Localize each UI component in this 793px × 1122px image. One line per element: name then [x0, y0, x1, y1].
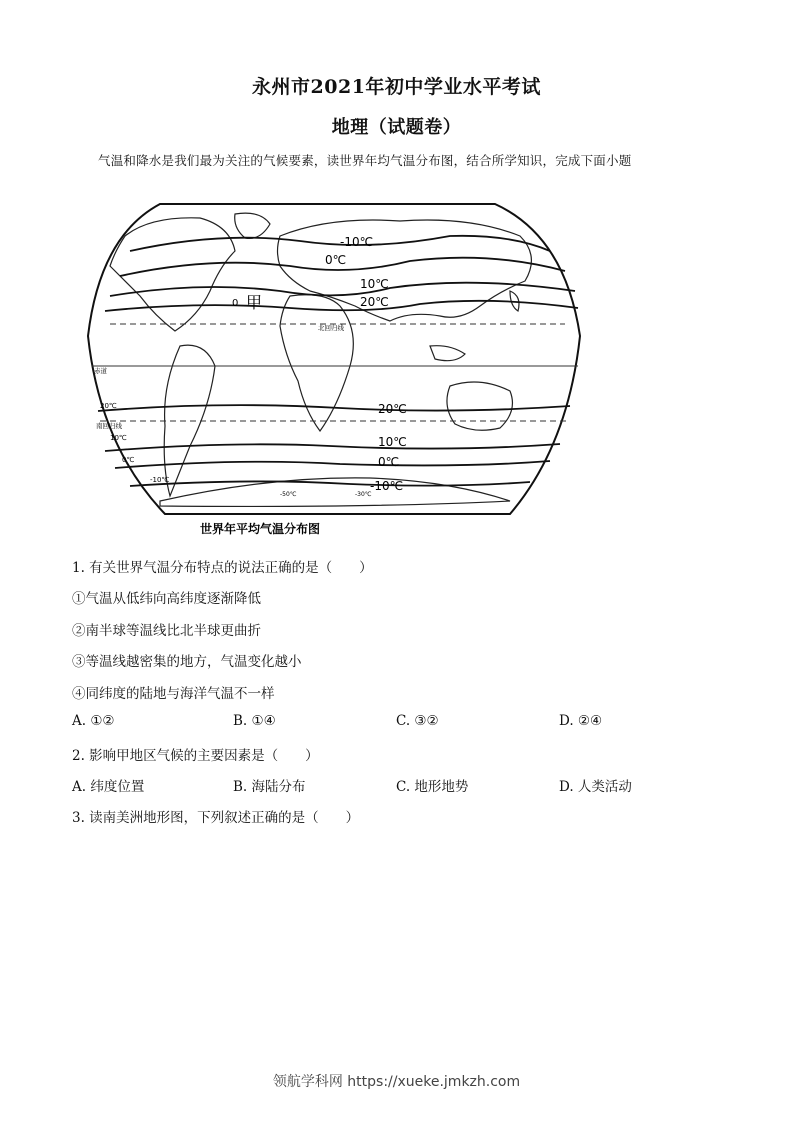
question-2-stem: 2. 影响甲地区气候的主要因素是（ ） [72, 748, 319, 764]
isotherm-label: 20℃ [360, 295, 389, 309]
isotherm-label: 0℃ [378, 455, 400, 469]
isotherm-label: -10℃ [370, 479, 404, 493]
isotherm-label: 10℃ [110, 434, 127, 442]
isotherm-label: 0 [232, 298, 239, 309]
latitude-label: 北回归线 [318, 324, 344, 332]
location-marker-jia: 甲 [246, 293, 263, 312]
question-1-stem: 1. 有关世界气温分布特点的说法正确的是（ ） [72, 560, 373, 576]
map-frame [88, 204, 580, 514]
question-3-stem: 3. 读南美洲地形图，下列叙述正确的是（ ） [72, 810, 360, 826]
q2-option-a: A. 纬度位置 [72, 779, 145, 795]
isotherm-label: 10℃ [360, 277, 389, 291]
page-title: 永州市2021年初中学业水平考试 [252, 76, 541, 98]
isotherm-label: 10℃ [378, 435, 407, 449]
q1-option-c: C. ③② [396, 713, 439, 729]
isotherm-label: -10℃ [340, 235, 374, 249]
isotherm-label: -10℃ [150, 476, 170, 484]
statement-1: ①气温从低纬向高纬度逐渐降低 [72, 591, 261, 607]
isotherm-label: -30℃ [355, 491, 372, 498]
q1-option-a: A. ①② [72, 713, 115, 729]
isotherm-label: -50℃ [280, 491, 297, 498]
statement-4: ④同纬度的陆地与海洋气温不一样 [72, 686, 275, 702]
isotherm-label: 20℃ [378, 402, 407, 416]
map-caption: 世界年平均气温分布图 [200, 522, 321, 536]
latitude-label: 南回归线 [96, 422, 122, 430]
statement-3: ③等温线越密集的地方，气温变化越小 [72, 654, 302, 670]
isotherm-label: 0℃ [325, 253, 347, 267]
world-temperature-map [70, 196, 590, 541]
q2-option-d: D. 人类活动 [559, 779, 632, 795]
q2-option-b: B. 海陆分布 [233, 779, 306, 795]
q2-option-c: C. 地形地势 [396, 779, 469, 795]
latitude-label: 赤道 [94, 367, 107, 375]
q1-option-b: B. ①④ [233, 713, 276, 729]
isotherm-label: 20℃ [100, 402, 117, 410]
intro-text: 气温和降水是我们最为关注的气候要素，读世界年均气温分布图，结合所学知识，完成下面小题 [98, 153, 632, 168]
q1-option-d: D. ②④ [559, 713, 603, 729]
statement-2: ②南半球等温线比北半球更曲折 [72, 623, 261, 639]
page-subtitle: 地理（试题卷） [331, 117, 462, 138]
isotherm-label: 0℃ [122, 456, 135, 464]
footer-watermark: 领航学科网 https://xueke.jmkzh.com [272, 1074, 521, 1090]
